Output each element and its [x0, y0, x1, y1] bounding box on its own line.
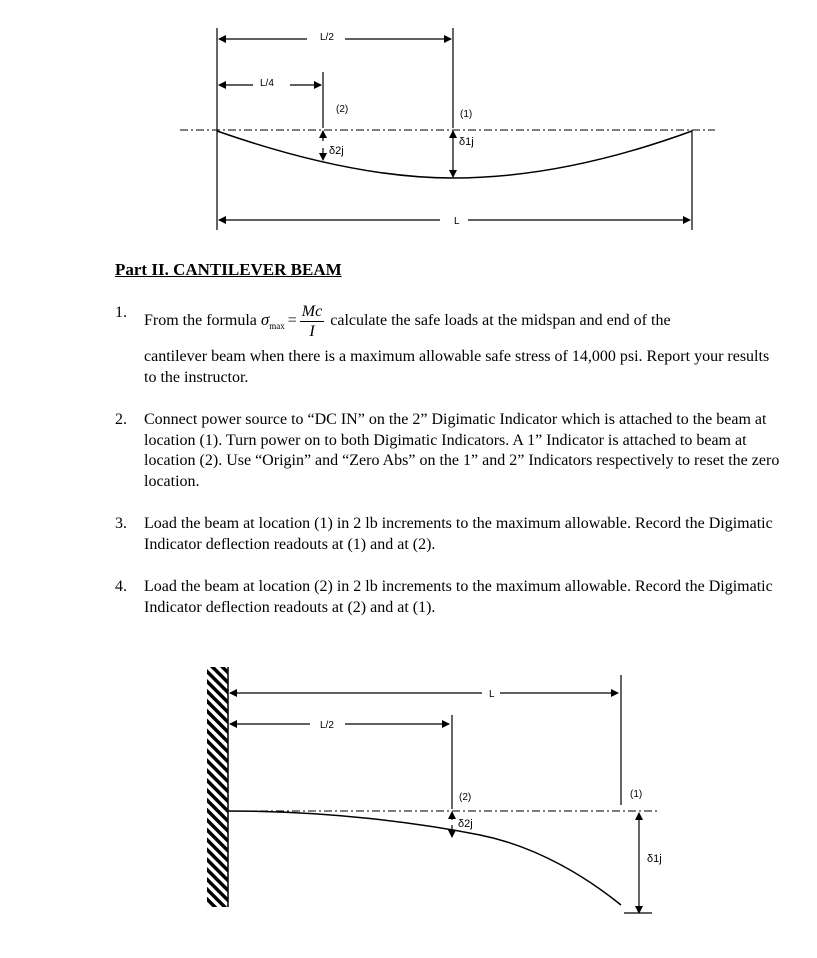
position-1-label: (1)	[460, 109, 473, 120]
step-1	[115, 298, 780, 388]
cantilever-beam-diagram	[0, 655, 817, 935]
formula-equals: =	[287, 311, 297, 329]
deflected-beam-curve	[228, 811, 621, 905]
length-label: L	[489, 689, 495, 700]
formula-sigma: σ	[260, 309, 270, 329]
step-text: Load the beam at location (1) in 2 lb increments to the maximum allowable. Record the Digimatic Indicator deflection readouts at (1) and at (2).	[144, 515, 773, 553]
instruction-list	[115, 302, 780, 640]
formula-subscript: max	[269, 320, 285, 331]
quarter-length-label: L/4	[260, 78, 274, 89]
step-text: From the formula	[144, 311, 257, 329]
step-2	[115, 410, 780, 492]
delta-2-label: δ2j	[458, 818, 473, 830]
position-2-label: (2)	[336, 104, 349, 115]
deflected-beam-curve	[217, 131, 692, 178]
half-length-label: L/2	[320, 32, 334, 43]
simply-supported-beam-diagram	[0, 0, 817, 240]
fixed-wall-support	[207, 667, 228, 907]
step-text: Load the beam at location (2) in 2 lb increments to the maximum allowable. Record the Digimatic Indicator deflection readouts at (2) and at (1).	[144, 578, 773, 616]
position-1-label: (1)	[630, 789, 643, 800]
step-text: calculate the safe loads at the midspan and end of the	[330, 311, 671, 329]
step-number: 3.	[115, 515, 127, 532]
step-text: Connect power source to “DC IN” on the 2” Digimatic Indicator which is attached to the beam at location (1). Turn power on to both Digimatic Indicators. A 1” Indicator is attached to beam at location (2). Use “Origin” and “Zero Abs” on the 1” and 2” Indicators respectively to reset the zero location.	[144, 411, 780, 490]
step-number: 1.	[115, 304, 127, 321]
formula-fraction	[300, 302, 324, 341]
delta-2-label: δ2j	[329, 145, 344, 157]
stress-formula	[261, 302, 324, 341]
step-number: 2.	[115, 411, 127, 428]
length-label: L	[454, 216, 460, 227]
half-length-label: L/2	[320, 720, 334, 731]
formula-denominator: I	[309, 322, 315, 340]
formula-line	[144, 298, 780, 344]
delta-1-label: δ1j	[647, 853, 662, 865]
formula-numerator: Mc	[301, 302, 323, 320]
delta-1-label: δ1j	[459, 136, 474, 148]
position-2-label: (2)	[459, 792, 472, 803]
step-number: 4.	[115, 578, 127, 595]
section-title: Part II. CANTILEVER BEAM	[115, 260, 342, 279]
step-text: cantilever beam when there is a maximum allowable safe stress of 14,000 psi. Report your results to the instructor.	[144, 348, 770, 386]
step-4	[115, 577, 780, 618]
step-3	[115, 514, 780, 555]
